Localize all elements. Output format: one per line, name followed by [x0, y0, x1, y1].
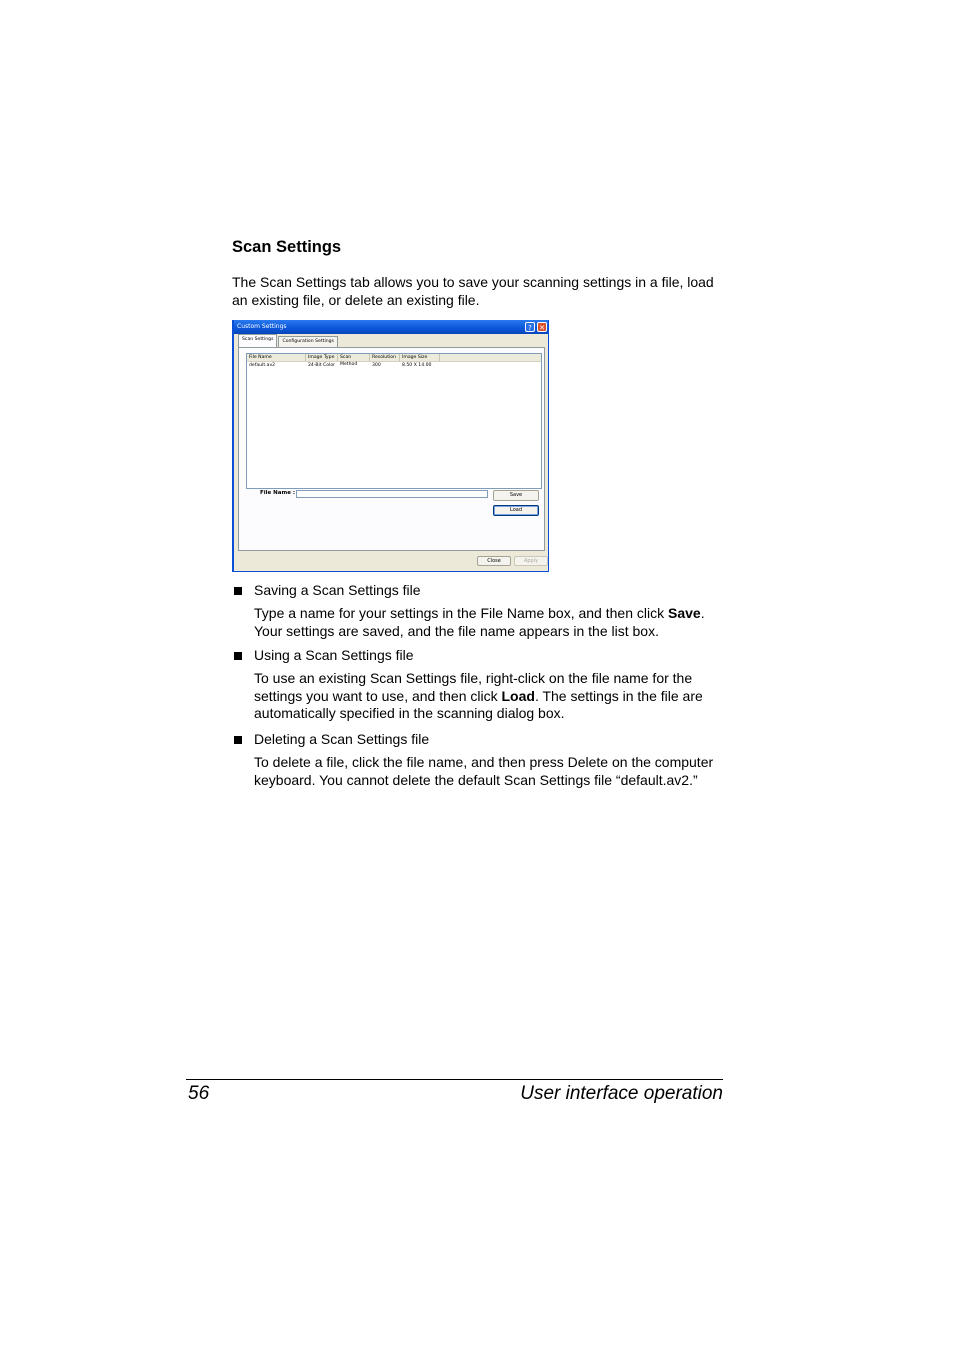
list-cell: 8.50 X 14.00 [402, 363, 432, 368]
bullet-item [232, 731, 429, 748]
bullet-square-icon [234, 736, 242, 744]
bullet-body: To use an existing Scan Settings file, right-click on the file name for the settings you want to use, and then click Load. The settings in the file are automatically specified in the scanning dialog box. [254, 670, 703, 721]
dialog-title: Custom Settings [237, 323, 287, 330]
footer-rule [186, 1079, 723, 1080]
bullet-square-icon [234, 587, 242, 595]
apply-button[interactable]: Apply [514, 556, 548, 566]
footer-section-title: User interface operation [520, 1083, 723, 1104]
close-button[interactable]: Close [477, 556, 511, 566]
page-number: 56 [188, 1083, 210, 1104]
file-name-label: File Name : [260, 490, 296, 496]
tab-configuration-settings[interactable]: Configuration Settings [278, 336, 337, 347]
bullet-square-icon [234, 652, 242, 660]
list-cell: default.av2 [249, 363, 276, 368]
list-cell: 300 [372, 363, 381, 368]
column-header[interactable]: Scan Method [338, 354, 370, 361]
bullet-title: Using a Scan Settings file [254, 647, 414, 663]
list-cell [338, 362, 370, 369]
load-button[interactable]: Load [493, 505, 539, 516]
intro-paragraph: The Scan Settings tab allows you to save your scanning settings in a file, load an existing file, or delete an existing file. [232, 274, 714, 308]
close-icon[interactable]: ✕ [537, 322, 547, 332]
column-header[interactable]: Resolution [370, 354, 400, 361]
custom-settings-dialog [232, 320, 549, 572]
section-heading: Scan Settings [232, 238, 342, 256]
bullet-body: To delete a file, click the file name, and then press Delete on the computer keyboard. You cannot delete the default Scan Settings file “default.av2.” [254, 754, 714, 788]
column-header[interactable]: Image Type [306, 354, 338, 361]
save-button[interactable]: Save [493, 490, 539, 501]
list-cell: 24-Bit Color [308, 363, 336, 368]
settings-list-box[interactable] [246, 353, 542, 489]
help-icon[interactable]: ? [525, 322, 535, 332]
column-header[interactable]: File Name [247, 354, 306, 361]
bullet-title: Saving a Scan Settings file [254, 582, 421, 598]
dialog-tabs [238, 336, 339, 347]
dialog-titlebar [234, 320, 548, 334]
file-name-field[interactable] [296, 490, 488, 498]
bullet-item [232, 647, 414, 664]
bullet-item [232, 582, 421, 599]
tab-scan-settings[interactable]: Scan Settings [238, 334, 277, 347]
tab-panel [238, 347, 545, 551]
column-header[interactable]: Image Size [400, 354, 440, 361]
bullet-body: Type a name for your settings in the File Name box, and then click Save. Your settings are saved, and the file name appears in the list box. [254, 605, 705, 639]
list-item[interactable] [247, 362, 541, 369]
bullet-title: Deleting a Scan Settings file [254, 731, 430, 747]
